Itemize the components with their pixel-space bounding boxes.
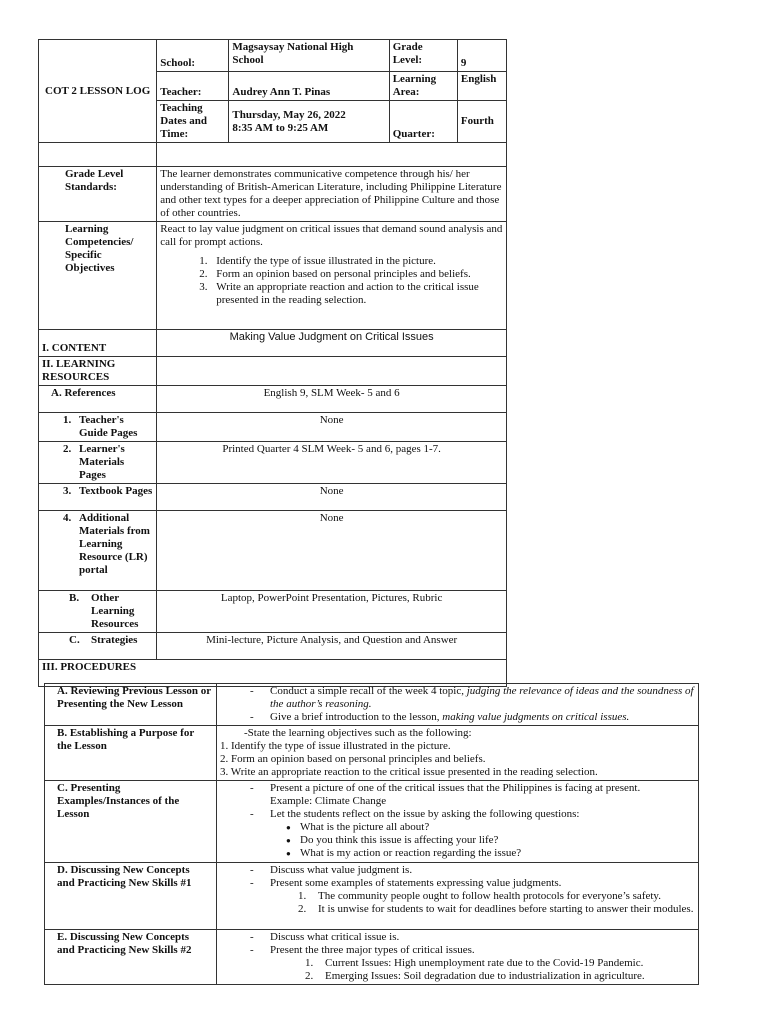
other-resources-label: B. Other Learning Resources xyxy=(39,591,157,633)
procedure-b-content: -State the learning objectives such as the following: 1. Identify the type of issue illustrated in the picture. 2. Form an opinion based on personal principles and beliefs. 3. Write an appropriate reaction to the critical issue presented in the reading selection. xyxy=(217,726,699,781)
procedure-a-label: A. Reviewing Previous Lesson or Presenting the New Lesson xyxy=(45,684,217,726)
procedure-a-content: - Conduct a simple recall of the week 4 topic, judging the relevance of ideas and the soundness of the author’s reasoning. - Give a brief introduction to the lesson, making value judgments on critical issues. xyxy=(217,684,699,726)
grade-value: 9 xyxy=(457,40,506,72)
procedure-d-label: D. Discussing New Concepts and Practicing New Skills #1 xyxy=(45,863,217,930)
resource-row-label: 2. Learner's Materials Pages xyxy=(39,442,157,484)
procedure-d-content: - Discuss what value judgment is. - Present some examples of statements expressing value judgments. 1. The community people ought to follow health protocols for everyone’s safety. 2. It is unwise for students to wait for deadlines before starting to answer their modules. xyxy=(217,863,699,930)
resource-row-label: 1. Teacher's Guide Pages xyxy=(39,413,157,442)
quarter-label: Quarter: xyxy=(389,101,457,143)
resource-row-value: None xyxy=(157,413,507,442)
dates-label: Teaching Dates and Time: xyxy=(157,101,229,143)
competencies-cell xyxy=(157,222,507,330)
objective-item: 3. Write an appropriate reaction and action to the critical issue presented in the reading selection. xyxy=(210,281,503,307)
procedures-label: III. PROCEDURES xyxy=(39,660,507,687)
competencies-intro: React to lay value judgment on critical issues that demand sound analysis and call for prompt actions. xyxy=(160,223,503,248)
strategies-value: Mini-lecture, Picture Analysis, and Question and Answer xyxy=(157,633,507,660)
teacher-label: Teacher: xyxy=(157,72,229,101)
resource-row-label: 3. Textbook Pages xyxy=(39,484,157,511)
standards-label: Grade Level Standards: xyxy=(39,167,157,222)
references-value: English 9, SLM Week- 5 and 6 xyxy=(157,386,507,413)
area-value: English xyxy=(457,72,506,101)
content-value: Making Value Judgment on Critical Issues xyxy=(157,330,507,357)
references-label: A. References xyxy=(39,386,157,413)
dates-line2: 8:35 AM to 9:25 AM xyxy=(232,121,329,134)
procedure-c-content: - Present a picture of one of the critical issues that the Philippines is facing at present. Example: Climate Change - Let the students reflect on the issue by asking the following questions: ● What is the picture all about? ● Do you think this issue is affecting your life? ● What is my action or reaction regarding the issue? xyxy=(217,781,699,863)
content-label: I. CONTENT xyxy=(39,330,157,357)
resource-row-value: None xyxy=(157,511,507,591)
grade-label: Grade Level: xyxy=(389,40,457,72)
quarter-value: Fourth xyxy=(457,101,506,143)
resource-row-value: None xyxy=(157,484,507,511)
procedure-e-label: E. Discussing New Concepts and Practicing New Skills #2 xyxy=(45,930,217,985)
resources-label: II. LEARNING RESOURCES xyxy=(39,357,157,386)
school-label: School: xyxy=(157,40,229,72)
resource-row-value: Printed Quarter 4 SLM Week- 5 and 6, pages 1-7. xyxy=(157,442,507,484)
procedure-c-label: C. Presenting Examples/Instances of the Lesson xyxy=(45,781,217,863)
objective-item: 1. Identify the type of issue illustrated in the picture. xyxy=(210,255,503,268)
procedures-table xyxy=(44,683,699,985)
lesson-log-table xyxy=(38,39,507,687)
procedure-b-label: B. Establishing a Purpose for the Lesson xyxy=(45,726,217,781)
resource-row-label: 4. Additional Materials from Learning Resource (LR) portal xyxy=(39,511,157,591)
competencies-label: Learning Competencies/ Specific Objectives xyxy=(39,222,157,330)
teacher-value: Audrey Ann T. Pinas xyxy=(229,72,389,101)
procedure-e-content: - Discuss what critical issue is. - Present the three major types of critical issues. 1. Current Issues: High unemployment rate due to the Covid-19 Pandemic. 2. Emerging Issues: Soil degradation due to industrialization in agriculture. xyxy=(217,930,699,985)
dates-line1: Thursday, May 26, 2022 xyxy=(232,108,346,121)
other-resources-value: Laptop, PowerPoint Presentation, Pictures, Rubric xyxy=(157,591,507,633)
strategies-label: C. Strategies xyxy=(39,633,157,660)
blank-cell xyxy=(39,143,157,167)
blank-cell xyxy=(157,357,507,386)
area-label: Learning Area: xyxy=(389,72,457,101)
objectives-list xyxy=(160,255,503,307)
dates-value xyxy=(229,101,389,143)
log-title: COT 2 LESSON LOG xyxy=(39,40,157,143)
standards-text: The learner demonstrates communicative competence through his/ her understanding of British-American Literature, including Philippine Literature and other text types for a deeper appreciation of Philippine Culture and those of other countries. xyxy=(157,167,507,222)
school-value: Magsaysay National High School xyxy=(229,40,389,72)
objective-item: 2. Form an opinion based on personal principles and beliefs. xyxy=(210,268,503,281)
blank-cell xyxy=(157,143,507,167)
